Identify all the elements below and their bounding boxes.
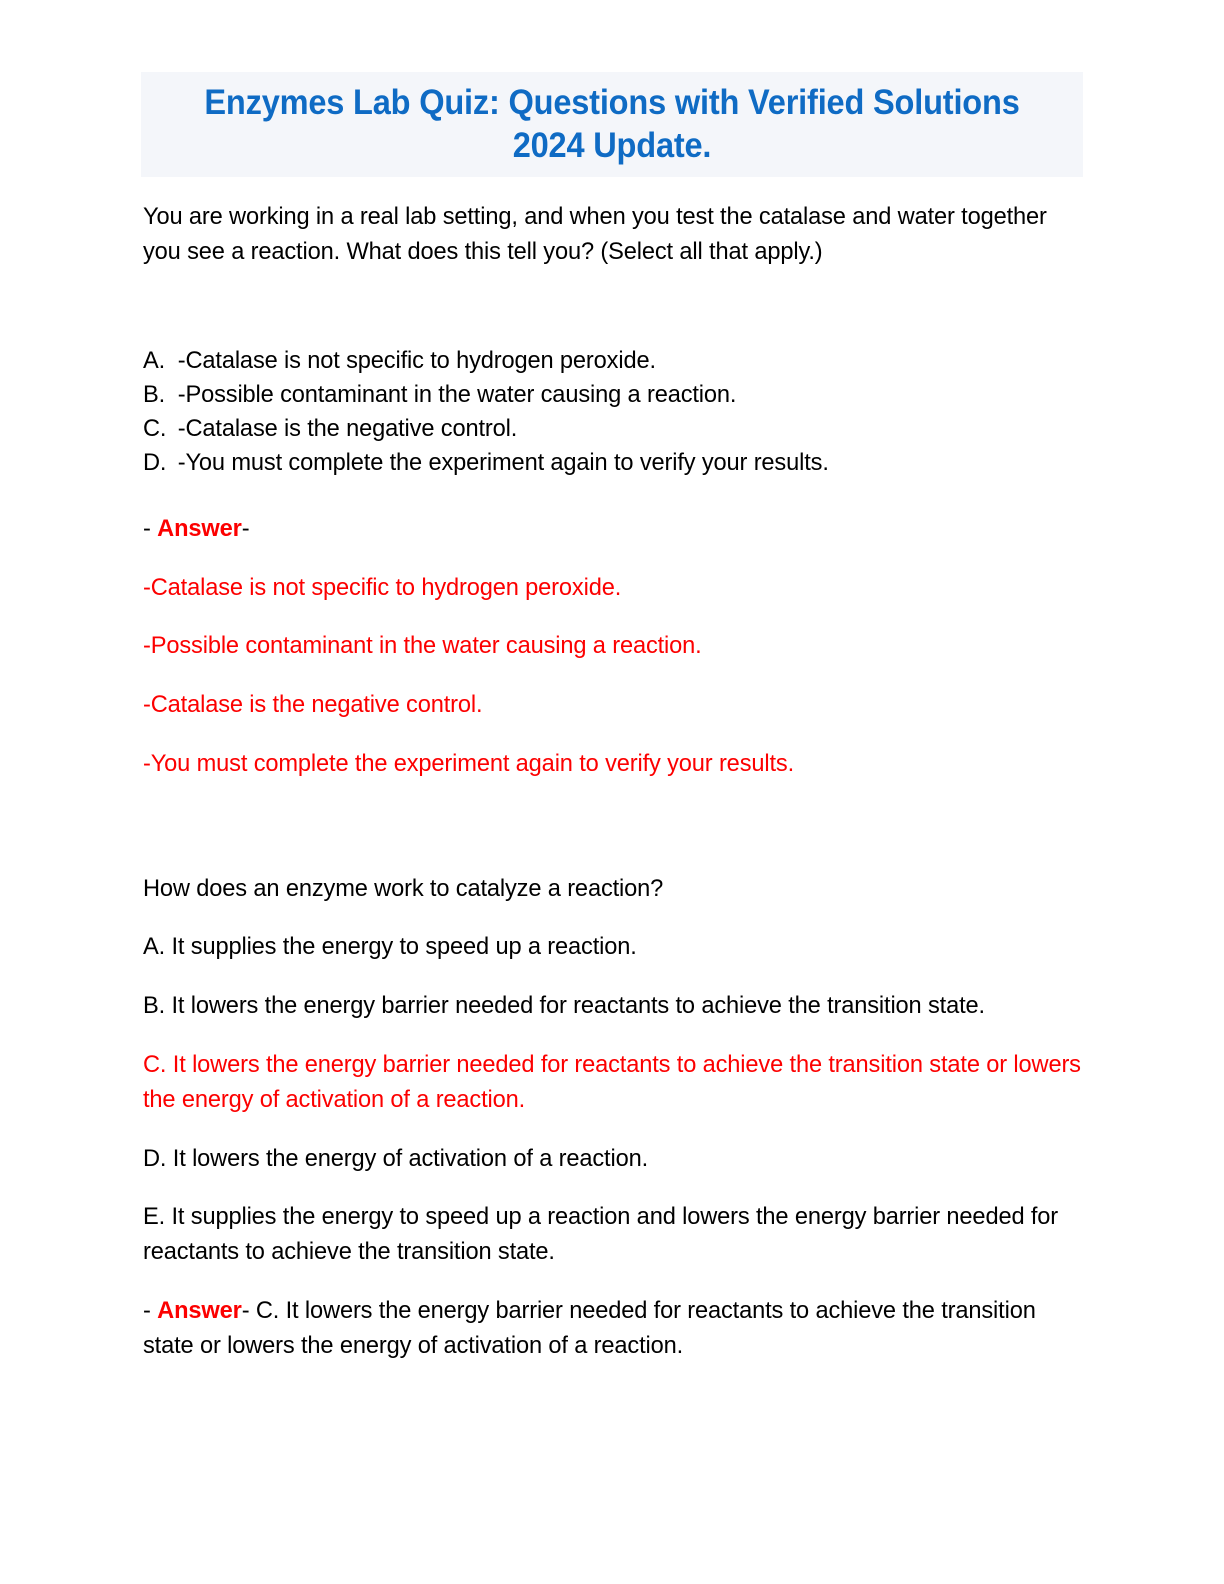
question-1-answer-line-4: -You must complete the experiment again to verify your results. <box>143 749 795 777</box>
question-2-answer <box>143 1294 1088 1364</box>
option-text: It supplies the energy to speed up a reaction and lowers the energy barrier needed for reactants to achieve the transition state. <box>143 1203 1059 1266</box>
option-label: C. <box>143 1051 167 1078</box>
question-2-prompt: How does an enzyme work to catalyze a reaction? <box>143 874 664 902</box>
spacer <box>143 1024 1088 1048</box>
answer-label-prefix: - <box>143 514 158 542</box>
question-2-option-e[interactable] <box>143 1200 1088 1270</box>
question-1-prompt: You are working in a real lab setting, and when you test the catalase and water together you see a reaction. What does this tell you? (Select all that apply.) <box>143 203 1047 265</box>
option-label: D. <box>143 1144 167 1172</box>
spacer <box>143 1118 1088 1142</box>
document-body <box>143 200 1088 1363</box>
option-label: E. <box>143 1203 166 1231</box>
question-2-option-d[interactable] <box>143 1142 1088 1177</box>
question-1-answer-line-1: -Catalase is not specific to hydrogen peroxide. <box>143 573 622 601</box>
question-1-answer-line-3: -Catalase is the negative control. <box>143 691 483 719</box>
spacer <box>143 1270 1088 1294</box>
option-label: A. <box>143 933 166 961</box>
spacer <box>143 547 1088 571</box>
question-1-option-b[interactable] <box>143 378 1088 412</box>
spacer <box>143 906 1088 930</box>
question-1-option-c[interactable] <box>143 412 1088 446</box>
option-marker: B. <box>143 380 166 408</box>
spacer <box>143 480 1088 512</box>
spacer <box>143 270 1088 344</box>
question-1-answer-line-2: -Possible contaminant in the water causing a reaction. <box>143 632 702 660</box>
question-1-option-d[interactable] <box>143 446 1088 480</box>
answer-keyword: Answer <box>157 1296 242 1324</box>
spacer <box>143 965 1088 989</box>
answer-body: C. It lowers the energy barrier needed for reactants to achieve the transition state or lowers the energy of activation of a reaction. <box>143 1296 1036 1359</box>
option-label: B. <box>143 992 166 1020</box>
question-1-answer-label <box>143 512 1088 547</box>
option-label: -You must complete the experiment again to verify your results. <box>177 448 829 476</box>
question-1-option-a[interactable] <box>143 344 1088 378</box>
option-marker: C. <box>143 414 167 442</box>
question-2-option-b[interactable] <box>143 989 1088 1024</box>
answer-label-suffix: - <box>241 1296 256 1324</box>
option-text: It supplies the energy to speed up a reaction. <box>171 933 637 961</box>
option-label: -Possible contaminant in the water causing a reaction. <box>177 380 737 408</box>
question-2-option-c[interactable] <box>143 1048 1088 1118</box>
answer-label-suffix: - <box>241 514 250 542</box>
option-label: -Catalase is not specific to hydrogen peroxide. <box>177 346 656 374</box>
spacer <box>143 664 1088 688</box>
option-text: It lowers the energy barrier needed for reactants to achieve the transition state or lowers the energy of activation of a reaction. <box>143 1051 1081 1113</box>
spacer <box>143 1176 1088 1200</box>
page-title: Enzymes Lab Quiz: Questions with Verified Solutions 2024 Update. <box>204 82 1020 165</box>
document-title-banner <box>141 72 1083 177</box>
option-marker: D. <box>143 448 167 476</box>
question-2-option-a[interactable] <box>143 930 1088 965</box>
option-marker: A. <box>143 346 166 374</box>
spacer <box>143 723 1088 747</box>
spacer <box>143 605 1088 629</box>
option-text: It lowers the energy barrier needed for reactants to achieve the transition state. <box>171 992 985 1020</box>
option-text: It lowers the energy of activation of a reaction. <box>172 1144 649 1172</box>
answer-label-prefix: - <box>143 1296 158 1324</box>
option-label: -Catalase is the negative control. <box>177 414 518 442</box>
answer-keyword: Answer <box>157 514 242 542</box>
question-1-options <box>143 344 1088 480</box>
spacer <box>143 782 1088 872</box>
